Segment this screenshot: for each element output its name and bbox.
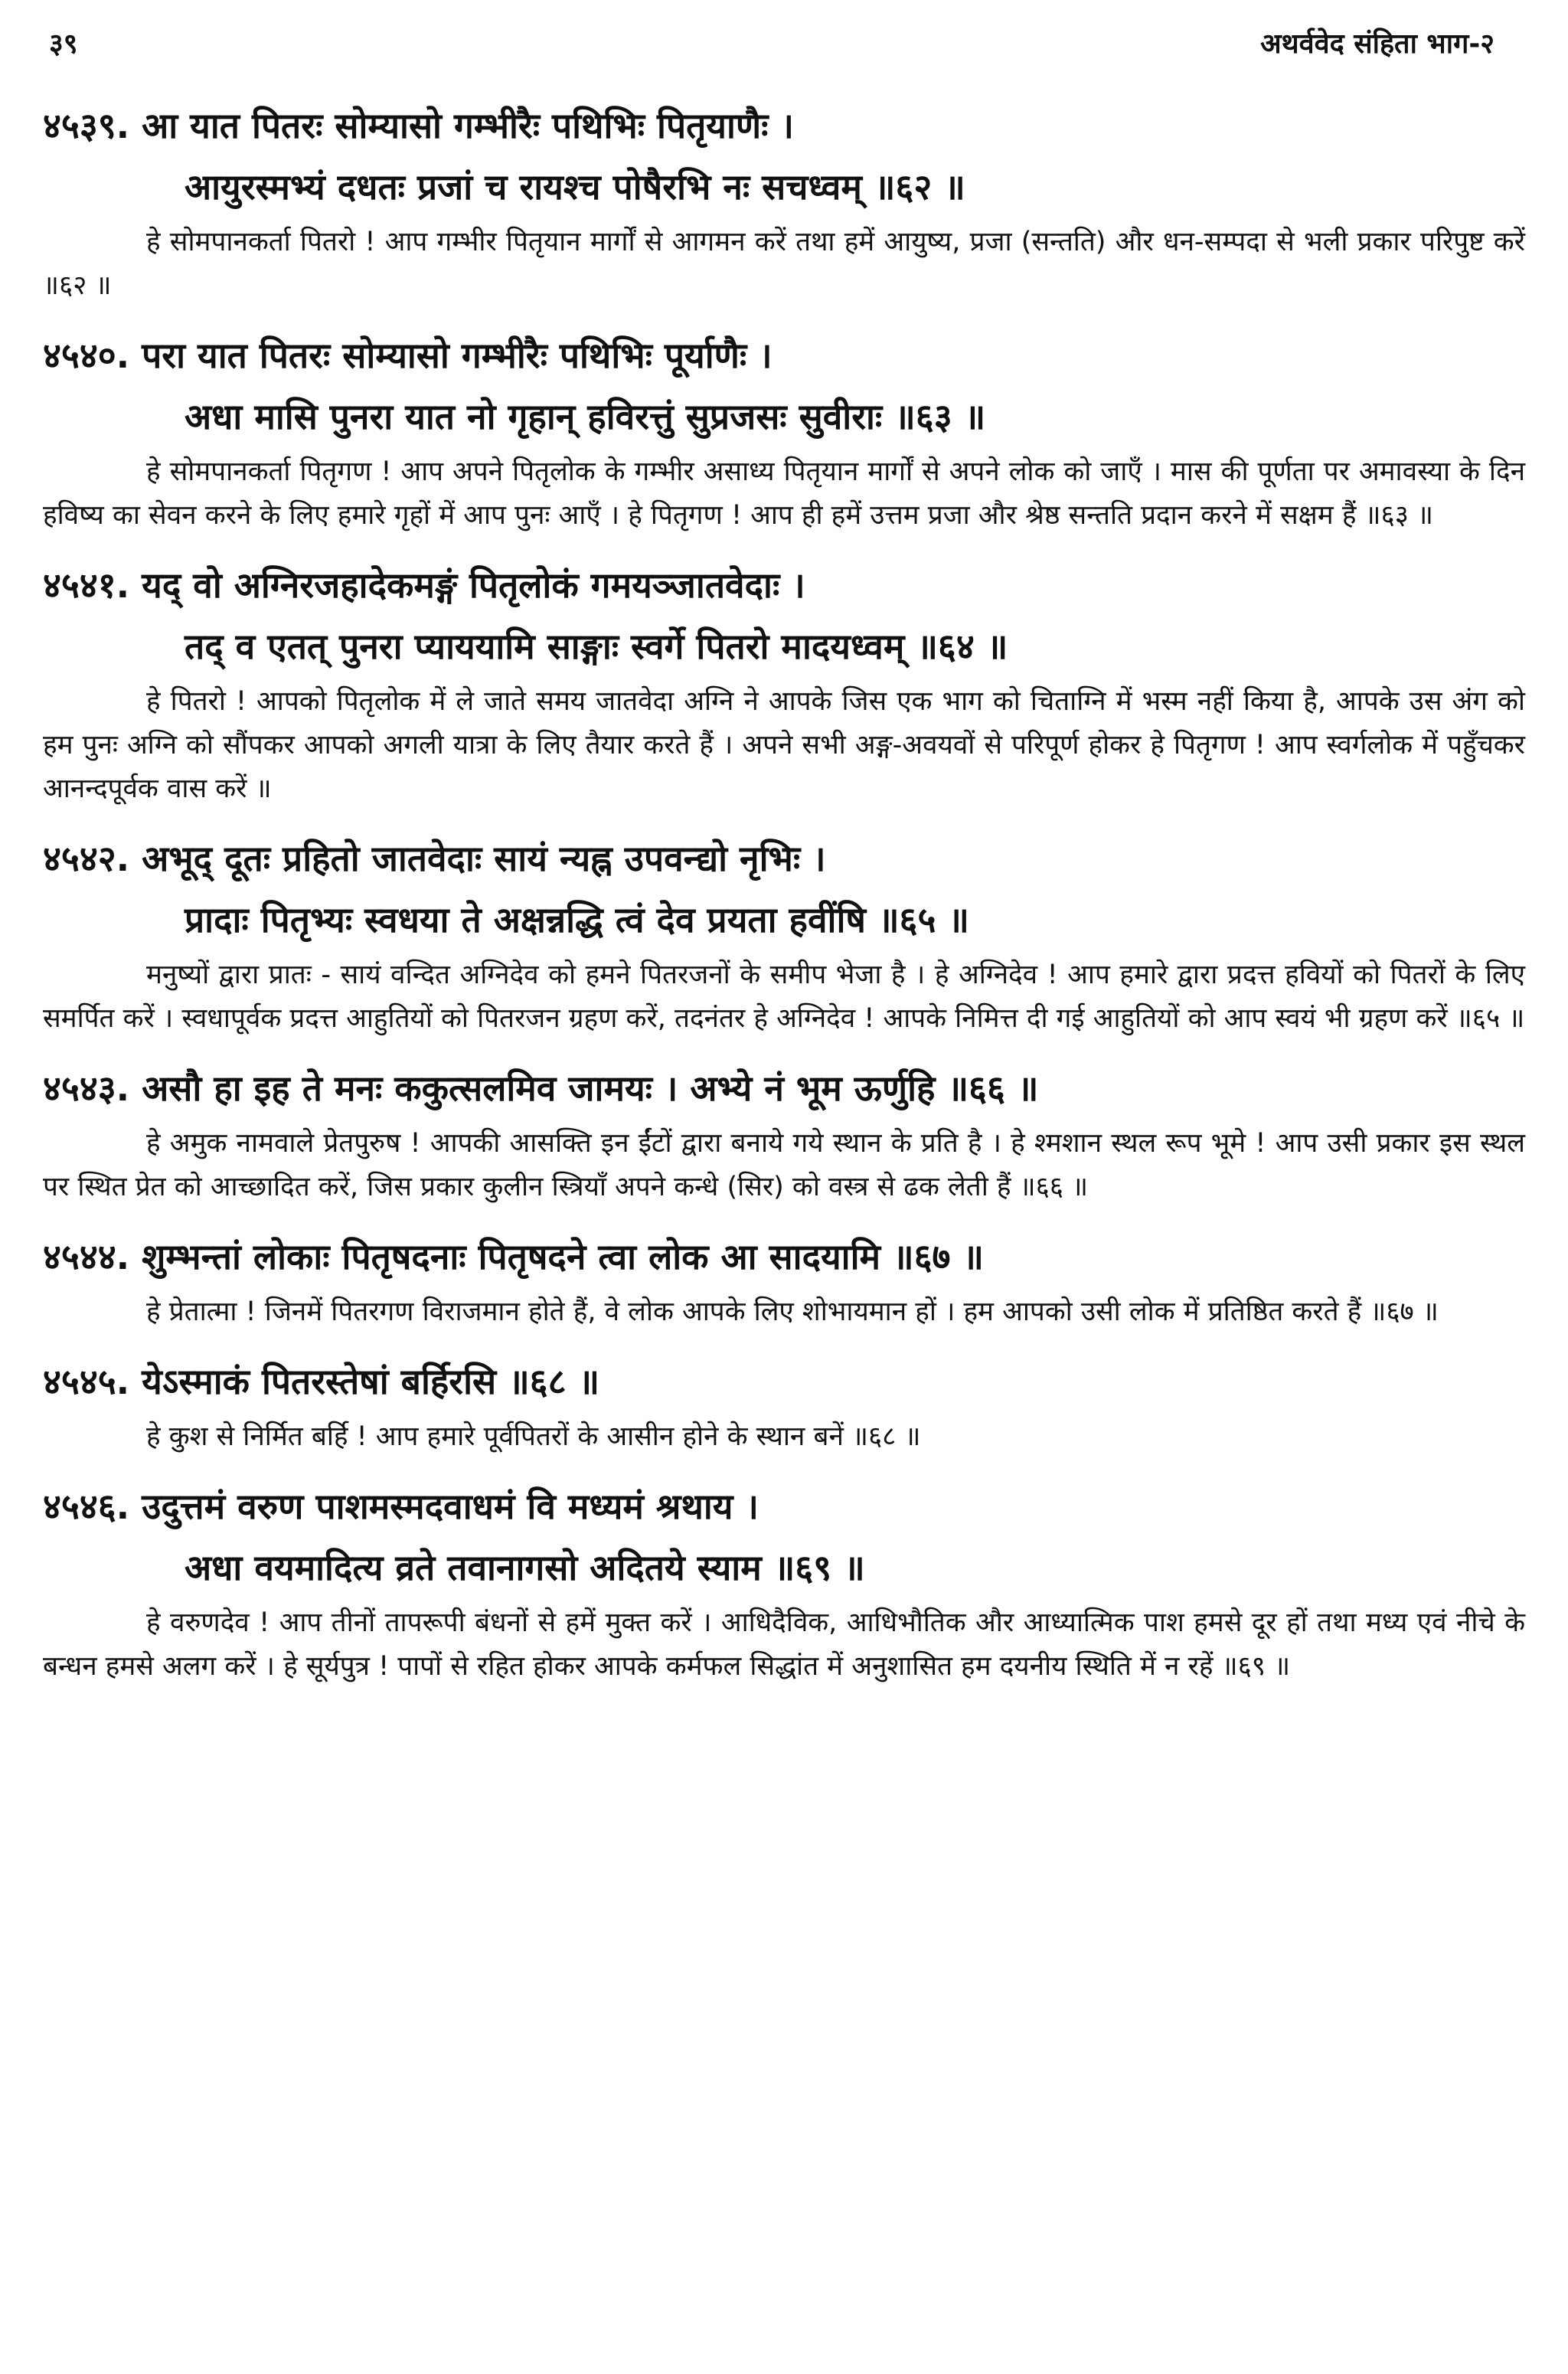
verse-text: शुम्भन्तां लोकाः पितृषदनाः पितृषदने त्वा लोक आ सादयामि ॥६७ ॥: [142, 1236, 984, 1277]
verse-number: ४५४५.: [43, 1361, 130, 1402]
verse-4544: [43, 1226, 1525, 1334]
verse-translation: हे पितरो ! आपको पितृलोक में ले जाते समय जातवेदा अग्नि ने आपके जिस एक भाग को चिताग्नि में भस्म नहीं किया है, आपके उस अंग को हम पुनः अग्नि को सौंपकर आपको अगली यात्रा के लिए तैयार करते हैं । अपने सभी अङ्ग-अवयवों से परिपूर्ण होकर हे पितृगण ! आप स्वर्गलोक में पहुँचकर आनन्दपूर्वक वास करें ॥: [43, 686, 1525, 804]
verse-line-2: अधा वयमादित्य व्रते तवानागसो अदितये स्याम ॥६९ ॥: [185, 1547, 865, 1588]
verse-text: आ यात पितरः सोम्यासो गम्भीरैः पथिभिः पितृयाणैः ।: [142, 105, 794, 146]
verse-line-2: तद् व एतत् पुनरा प्याययामि साङ्गाः स्वर्गे पितरो मादयध्वम् ॥६४ ॥: [185, 626, 1008, 667]
verse-text: येऽस्माकं पितरस्तेषां बर्हिरसि ॥६८ ॥: [142, 1361, 600, 1402]
verse-line-1: [43, 325, 1525, 386]
verse-line-2: अधा मासि पुनरा यात नो गृहान् हविरत्तुं सुप्रजसः सुवीराः ॥६३ ॥: [185, 396, 986, 437]
verse-text: परा यात पितरः सोम्यासो गम्भीरैः पथिभिः पूर्याणैः ।: [142, 335, 773, 376]
verse-4545: [43, 1351, 1525, 1459]
verse-line-1: [43, 828, 1525, 889]
book-title: अथर्ववेद संहिता भाग-२: [1260, 28, 1494, 60]
verse-line-1: [43, 1476, 1525, 1537]
verse-4546: [43, 1476, 1525, 1689]
verse-line-1: [43, 1058, 1525, 1119]
verse-text: अभूद् दूतः प्रहितो जातवेदाः सायं न्यह्न उपवन्द्यो नृभिः ।: [142, 838, 826, 879]
verse-translation: हे प्रेतात्मा ! जिनमें पितरगण विराजमान होते हैं, वे लोक आपके लिए शोभायमान हों । हम आपको उसी लोक में प्रतिष्ठित करते हैं ॥६७ ॥: [146, 1297, 1439, 1327]
verse-line-1: [43, 95, 1525, 156]
verse-4543: [43, 1058, 1525, 1209]
verse-line-1: [43, 554, 1525, 616]
verse-number: ४५४६.: [43, 1486, 130, 1527]
verse-text: यद् वो अग्निरजहादेकमङ्गं पितृलोकं गमयञ्जातवेदाः ।: [142, 564, 805, 606]
verse-number: ४५३९.: [43, 105, 130, 146]
verse-line-1: [43, 1351, 1525, 1412]
verse-4541: [43, 554, 1525, 811]
verse-translation: मनुष्यों द्वारा प्रातः - सायं वन्दित अग्निदेव को हमने पितरजनों के समीप भेजा है । हे अग्निदेव ! आप हमारे द्वारा प्रदत्त हवियों को पितरों के लिए समर्पित करें । स्वधापूर्वक प्रदत्त आहुतियों को पितरजन ग्रहण करें, तदनंतर हे अग्निदेव ! आपके निमित्त दी गई आहुतियों को आप स्वयं भी ग्रहण करें ॥६५ ॥: [43, 960, 1525, 1034]
verse-translation: हे सोमपानकर्ता पितरो ! आप गम्भीर पितृयान मार्गों से आगमन करें तथा हमें आयुष्य, प्रजा (सन्तति) और धन-सम्पदा से भली प्रकार परिपुष्ट करें ॥६२ ॥: [43, 227, 1525, 301]
running-header: [43, 21, 1525, 86]
verse-translation: हे सोमपानकर्ता पितृगण ! आप अपने पितृलोक के गम्भीर असाध्य पितृयान मार्गों से अपने लोक को जाएँ । मास की पूर्णता पर अमावस्या के दिन हविष्य का सेवन करने के लिए हमारे गृहों में आप पुनः आएँ । हे पितृगण ! आप ही हमें उत्तम प्रजा और श्रेष्ठ सन्तति प्रदान करने में सक्षम हैं ॥६३ ॥: [43, 456, 1525, 531]
verse-line-1: [43, 1226, 1525, 1287]
verse-number: ४५४४.: [43, 1236, 130, 1277]
verse-number: ४५४३.: [43, 1068, 130, 1109]
verse-list: [43, 95, 1525, 1689]
verse-number: ४५४०.: [43, 335, 130, 376]
verse-number: ४५४१.: [43, 564, 130, 606]
verse-4540: [43, 325, 1525, 538]
verse-4542: [43, 828, 1525, 1041]
verse-line-2: प्रादाः पितृभ्यः स्वधया ते अक्षन्नद्धि त्वं देव प्रयता हवींषि ॥६५ ॥: [185, 899, 969, 940]
verse-text: असौ हा इह ते मनः ककुत्सलमिव जामयः । अभ्ये नं भूम ऊर्णुहि ॥६६ ॥: [142, 1068, 1039, 1109]
verse-translation: हे कुश से निर्मित बर्हि ! आप हमारे पूर्वपितरों के आसीन होने के स्थान बनें ॥६८ ॥: [146, 1421, 921, 1452]
verse-translation: हे अमुक नामवाले प्रेतपुरुष ! आपकी आसक्ति इन ईंटों द्वारा बनाये गये स्थान के प्रति है । हे श्मशान स्थल रूप भूमे ! आप उसी प्रकार इस स्थल पर स्थित प्रेत को आच्छादित करें, जिस प्रकार कुलीन स्त्रियाँ अपने कन्धे (सिर) को वस्त्र से ढक लेती हैं ॥६६ ॥: [43, 1128, 1525, 1202]
verse-line-2: आयुरस्मभ्यं दधतः प्रजां च रायश्च पोषैरभि नः सचध्वम् ॥६२ ॥: [185, 166, 965, 208]
verse-translation: हे वरुणदेव ! आप तीनों तापरूपी बंधनों से हमें मुक्त करें । आधिदैविक, आधिभौतिक और आध्यात्मिक पाश हमसे दूर हों तथा मध्य एवं नीचे के बन्धन हमसे अलग करें । हे सूर्यपुत्र ! पापों से रहित होकर आपके कर्मफल सिद्धांत में अनुशासित हम दयनीय स्थिति में न रहें ॥६९ ॥: [43, 1607, 1525, 1682]
verse-number: ४५४२.: [43, 838, 130, 879]
verse-text: उदुत्तमं वरुण पाशमस्मदवाधमं वि मध्यमं श्रथाय ।: [142, 1486, 759, 1527]
page-number: ३९: [49, 28, 78, 60]
verse-4539: [43, 95, 1525, 308]
